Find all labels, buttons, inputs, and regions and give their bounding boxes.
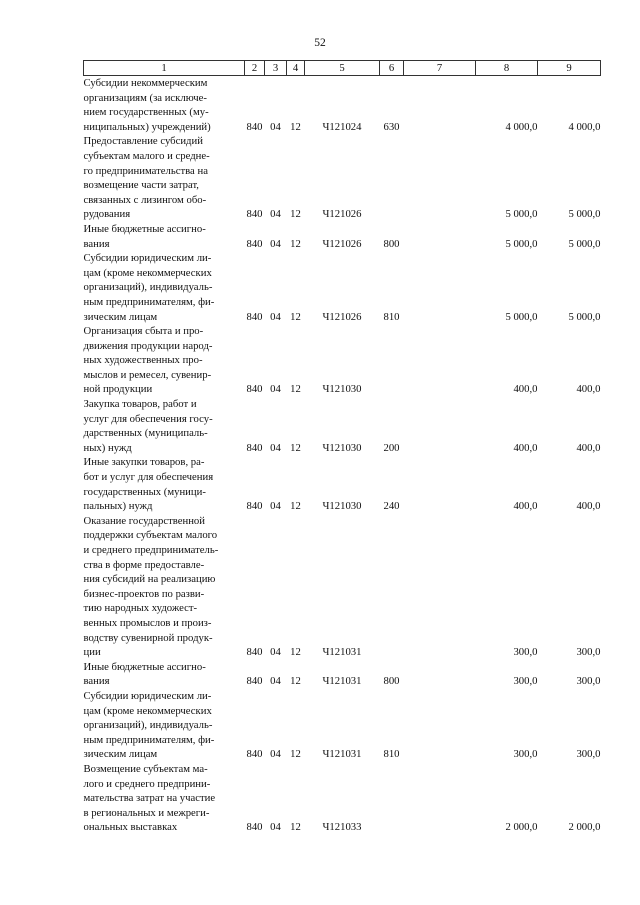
table-row bbox=[84, 222, 601, 251]
target-article-code: Ч121030 bbox=[322, 500, 362, 513]
description-line: тию народных художест- bbox=[83, 602, 198, 615]
expense-type-code: 630 bbox=[383, 120, 400, 133]
section-code: 04 bbox=[270, 821, 281, 834]
table-row bbox=[84, 134, 601, 222]
column-7-value bbox=[404, 397, 476, 455]
amount-col-9: 300,0 bbox=[576, 646, 601, 659]
ministry-code: 840 bbox=[246, 120, 263, 133]
description-line: Субсидии юридическим ли- bbox=[83, 252, 212, 265]
amount-col-9: 5 000,0 bbox=[568, 237, 601, 250]
description-line: рудования bbox=[83, 208, 131, 221]
subsection-code: 12 bbox=[290, 748, 301, 761]
table-row bbox=[84, 762, 601, 835]
budget-table bbox=[83, 60, 601, 835]
ministry-code: 840 bbox=[246, 208, 263, 221]
column-7-value bbox=[404, 222, 476, 251]
row-description bbox=[84, 324, 245, 397]
target-article-code: Ч121031 bbox=[322, 675, 362, 688]
column-7-value bbox=[404, 762, 476, 835]
row-description bbox=[84, 76, 245, 135]
description-line: лого и среднего предприни- bbox=[83, 777, 211, 790]
row-description bbox=[84, 514, 245, 660]
section-code: 04 bbox=[270, 237, 281, 250]
section-code: 04 bbox=[270, 120, 281, 133]
description-line: ным предпринимателям, фи- bbox=[83, 733, 215, 746]
column-7-value bbox=[404, 689, 476, 762]
expense-type-code bbox=[380, 762, 404, 835]
expense-type-code bbox=[380, 134, 404, 222]
header-row bbox=[84, 61, 601, 76]
description-line: Иные бюджетные ассигно- bbox=[83, 222, 206, 235]
description-line: Иные бюджетные ассигно- bbox=[83, 660, 206, 673]
description-line: Иные закупки товаров, ра- bbox=[83, 456, 205, 469]
description-line: дарственных (муниципаль- bbox=[83, 427, 208, 440]
section-code: 04 bbox=[270, 208, 281, 221]
expense-type-code: 200 bbox=[383, 441, 400, 454]
ministry-code: 840 bbox=[246, 441, 263, 454]
table-row bbox=[84, 251, 601, 324]
target-article-code: Ч121031 bbox=[322, 646, 362, 659]
description-line: бот и услуг для обеспечения bbox=[83, 471, 214, 484]
description-line: пальных) нужд bbox=[83, 500, 153, 513]
description-line: ной продукции bbox=[83, 383, 153, 396]
table-row bbox=[84, 660, 601, 689]
table-row bbox=[84, 455, 601, 513]
column-7-value bbox=[404, 455, 476, 513]
expense-type-code: 240 bbox=[383, 500, 400, 513]
amount-col-9: 300,0 bbox=[576, 748, 601, 761]
column-7-value bbox=[404, 251, 476, 324]
subsection-code: 12 bbox=[290, 120, 301, 133]
column-header: 9 bbox=[538, 61, 601, 76]
amount-col-9: 400,0 bbox=[576, 383, 601, 396]
description-line: Субсидии некоммерческим bbox=[83, 77, 208, 89]
target-article-code: Ч121030 bbox=[322, 441, 362, 454]
description-line: ства в форме предоставле- bbox=[83, 558, 205, 571]
ministry-code: 840 bbox=[246, 748, 263, 761]
table-row bbox=[84, 397, 601, 455]
description-line: Закупка товаров, работ и bbox=[83, 398, 197, 411]
ministry-code: 840 bbox=[246, 500, 263, 513]
amount-col-8: 5 000,0 bbox=[505, 237, 538, 250]
description-line: нием государственных (му- bbox=[83, 106, 209, 119]
expense-type-code: 800 bbox=[383, 675, 400, 688]
column-header: 1 bbox=[84, 61, 245, 76]
table-row bbox=[84, 689, 601, 762]
amount-col-9: 5 000,0 bbox=[568, 310, 601, 323]
description-line: субъектам малого и средне- bbox=[83, 149, 210, 162]
description-line: движения продукции народ- bbox=[83, 339, 213, 352]
target-article-code: Ч121024 bbox=[322, 120, 362, 133]
expense-type-code: 800 bbox=[383, 237, 400, 250]
target-article-code: Ч121026 bbox=[322, 237, 362, 250]
expense-type-code: 810 bbox=[383, 748, 400, 761]
description-line: мыслов и ремесел, сувенир- bbox=[83, 368, 212, 381]
description-line: ния субсидий на реализацию bbox=[83, 573, 216, 586]
column-header: 3 bbox=[265, 61, 287, 76]
ministry-code: 840 bbox=[246, 310, 263, 323]
amount-col-9: 300,0 bbox=[576, 675, 601, 688]
amount-col-8: 300,0 bbox=[513, 675, 538, 688]
column-header: 7 bbox=[404, 61, 476, 76]
column-header: 5 bbox=[305, 61, 380, 76]
description-line: организаций), индивидуаль- bbox=[83, 281, 213, 294]
ministry-code: 840 bbox=[246, 646, 263, 659]
amount-col-9: 400,0 bbox=[576, 441, 601, 454]
column-header: 2 bbox=[245, 61, 265, 76]
subsection-code: 12 bbox=[290, 500, 301, 513]
description-line: связанных с лизингом обо- bbox=[83, 193, 207, 206]
description-line: водству сувенирной продук- bbox=[83, 631, 213, 644]
row-description bbox=[84, 251, 245, 324]
description-line: поддержки субъектам малого bbox=[83, 529, 218, 542]
section-code: 04 bbox=[270, 441, 281, 454]
subsection-code: 12 bbox=[290, 383, 301, 396]
section-code: 04 bbox=[270, 383, 281, 396]
ministry-code: 840 bbox=[246, 237, 263, 250]
target-article-code: Ч121026 bbox=[322, 208, 362, 221]
amount-col-8: 400,0 bbox=[513, 500, 538, 513]
row-description bbox=[84, 455, 245, 513]
description-line: цам (кроме некоммерческих bbox=[83, 266, 212, 279]
subsection-code: 12 bbox=[290, 237, 301, 250]
description-line: ных) нужд bbox=[83, 441, 132, 454]
amount-col-8: 2 000,0 bbox=[505, 821, 538, 834]
description-line: вания bbox=[83, 237, 110, 250]
description-line: Оказание государственной bbox=[83, 514, 205, 527]
target-article-code: Ч121033 bbox=[322, 821, 362, 834]
row-description bbox=[84, 660, 245, 689]
target-article-code: Ч121031 bbox=[322, 748, 362, 761]
column-7-value bbox=[404, 660, 476, 689]
amount-col-9: 5 000,0 bbox=[568, 208, 601, 221]
amount-col-8: 300,0 bbox=[513, 748, 538, 761]
row-description bbox=[84, 397, 245, 455]
amount-col-8: 300,0 bbox=[513, 646, 538, 659]
amount-col-9: 2 000,0 bbox=[568, 821, 601, 834]
table-body bbox=[84, 76, 601, 835]
section-code: 04 bbox=[270, 310, 281, 323]
column-7-value bbox=[404, 324, 476, 397]
subsection-code: 12 bbox=[290, 646, 301, 659]
description-line: бизнес-проектов по разви- bbox=[83, 587, 205, 600]
amount-col-8: 5 000,0 bbox=[505, 310, 538, 323]
column-header: 6 bbox=[380, 61, 404, 76]
ministry-code: 840 bbox=[246, 675, 263, 688]
section-code: 04 bbox=[270, 675, 281, 688]
column-header: 8 bbox=[476, 61, 538, 76]
description-line: Возмещение субъектам ма- bbox=[83, 762, 208, 775]
description-line: Предоставление субсидий bbox=[83, 135, 203, 148]
description-line: цам (кроме некоммерческих bbox=[83, 704, 212, 717]
row-description bbox=[84, 762, 245, 835]
table-row bbox=[84, 76, 601, 135]
ministry-code: 840 bbox=[246, 821, 263, 834]
target-article-code: Ч121030 bbox=[322, 383, 362, 396]
description-line: Организация сбыта и про- bbox=[83, 325, 204, 338]
description-line: услуг для обеспечения госу- bbox=[83, 412, 213, 425]
row-description bbox=[84, 689, 245, 762]
amount-col-8: 400,0 bbox=[513, 441, 538, 454]
target-article-code: Ч121026 bbox=[322, 310, 362, 323]
expense-type-code bbox=[380, 324, 404, 397]
description-line: го предпринимательства на bbox=[83, 164, 208, 177]
description-line: зическим лицам bbox=[83, 310, 158, 323]
amount-col-9: 400,0 bbox=[576, 500, 601, 513]
ministry-code: 840 bbox=[246, 383, 263, 396]
subsection-code: 12 bbox=[290, 310, 301, 323]
table-row bbox=[84, 514, 601, 660]
page-number: 52 bbox=[314, 37, 326, 49]
column-7-value bbox=[404, 76, 476, 135]
column-7-value bbox=[404, 514, 476, 660]
description-line: ции bbox=[83, 646, 101, 659]
subsection-code: 12 bbox=[290, 208, 301, 221]
description-line: ниципальных) учреждений) bbox=[83, 120, 211, 133]
description-line: Субсидии юридическим ли- bbox=[83, 689, 212, 702]
description-line: и среднего предприниматель- bbox=[83, 544, 219, 556]
amount-col-8: 5 000,0 bbox=[505, 208, 538, 221]
description-line: ональных выставках bbox=[83, 821, 178, 834]
row-description bbox=[84, 134, 245, 222]
description-line: в региональных и межреги- bbox=[83, 806, 210, 819]
expense-type-code: 810 bbox=[383, 310, 400, 323]
description-line: венных промыслов и произ- bbox=[83, 616, 212, 629]
amount-col-8: 4 000,0 bbox=[505, 120, 538, 133]
subsection-code: 12 bbox=[290, 821, 301, 834]
section-code: 04 bbox=[270, 500, 281, 513]
subsection-code: 12 bbox=[290, 675, 301, 688]
description-line: организаций), индивидуаль- bbox=[83, 719, 213, 732]
table-row bbox=[84, 324, 601, 397]
description-line: ным предпринимателям, фи- bbox=[83, 295, 215, 308]
subsection-code: 12 bbox=[290, 441, 301, 454]
description-line: зическим лицам bbox=[83, 748, 158, 761]
description-line: возмещение части затрат, bbox=[83, 179, 199, 192]
expense-type-code bbox=[380, 514, 404, 660]
description-line: ных художественных про- bbox=[83, 354, 203, 367]
description-line: государственных (муници- bbox=[83, 485, 206, 498]
section-code: 04 bbox=[270, 748, 281, 761]
column-7-value bbox=[404, 134, 476, 222]
description-line: мательства затрат на участие bbox=[83, 792, 216, 805]
description-line: организациям (за исключе- bbox=[83, 91, 207, 104]
section-code: 04 bbox=[270, 646, 281, 659]
description-line: вания bbox=[83, 675, 110, 688]
amount-col-9: 4 000,0 bbox=[568, 120, 601, 133]
column-header: 4 bbox=[287, 61, 305, 76]
amount-col-8: 400,0 bbox=[513, 383, 538, 396]
row-description bbox=[84, 222, 245, 251]
